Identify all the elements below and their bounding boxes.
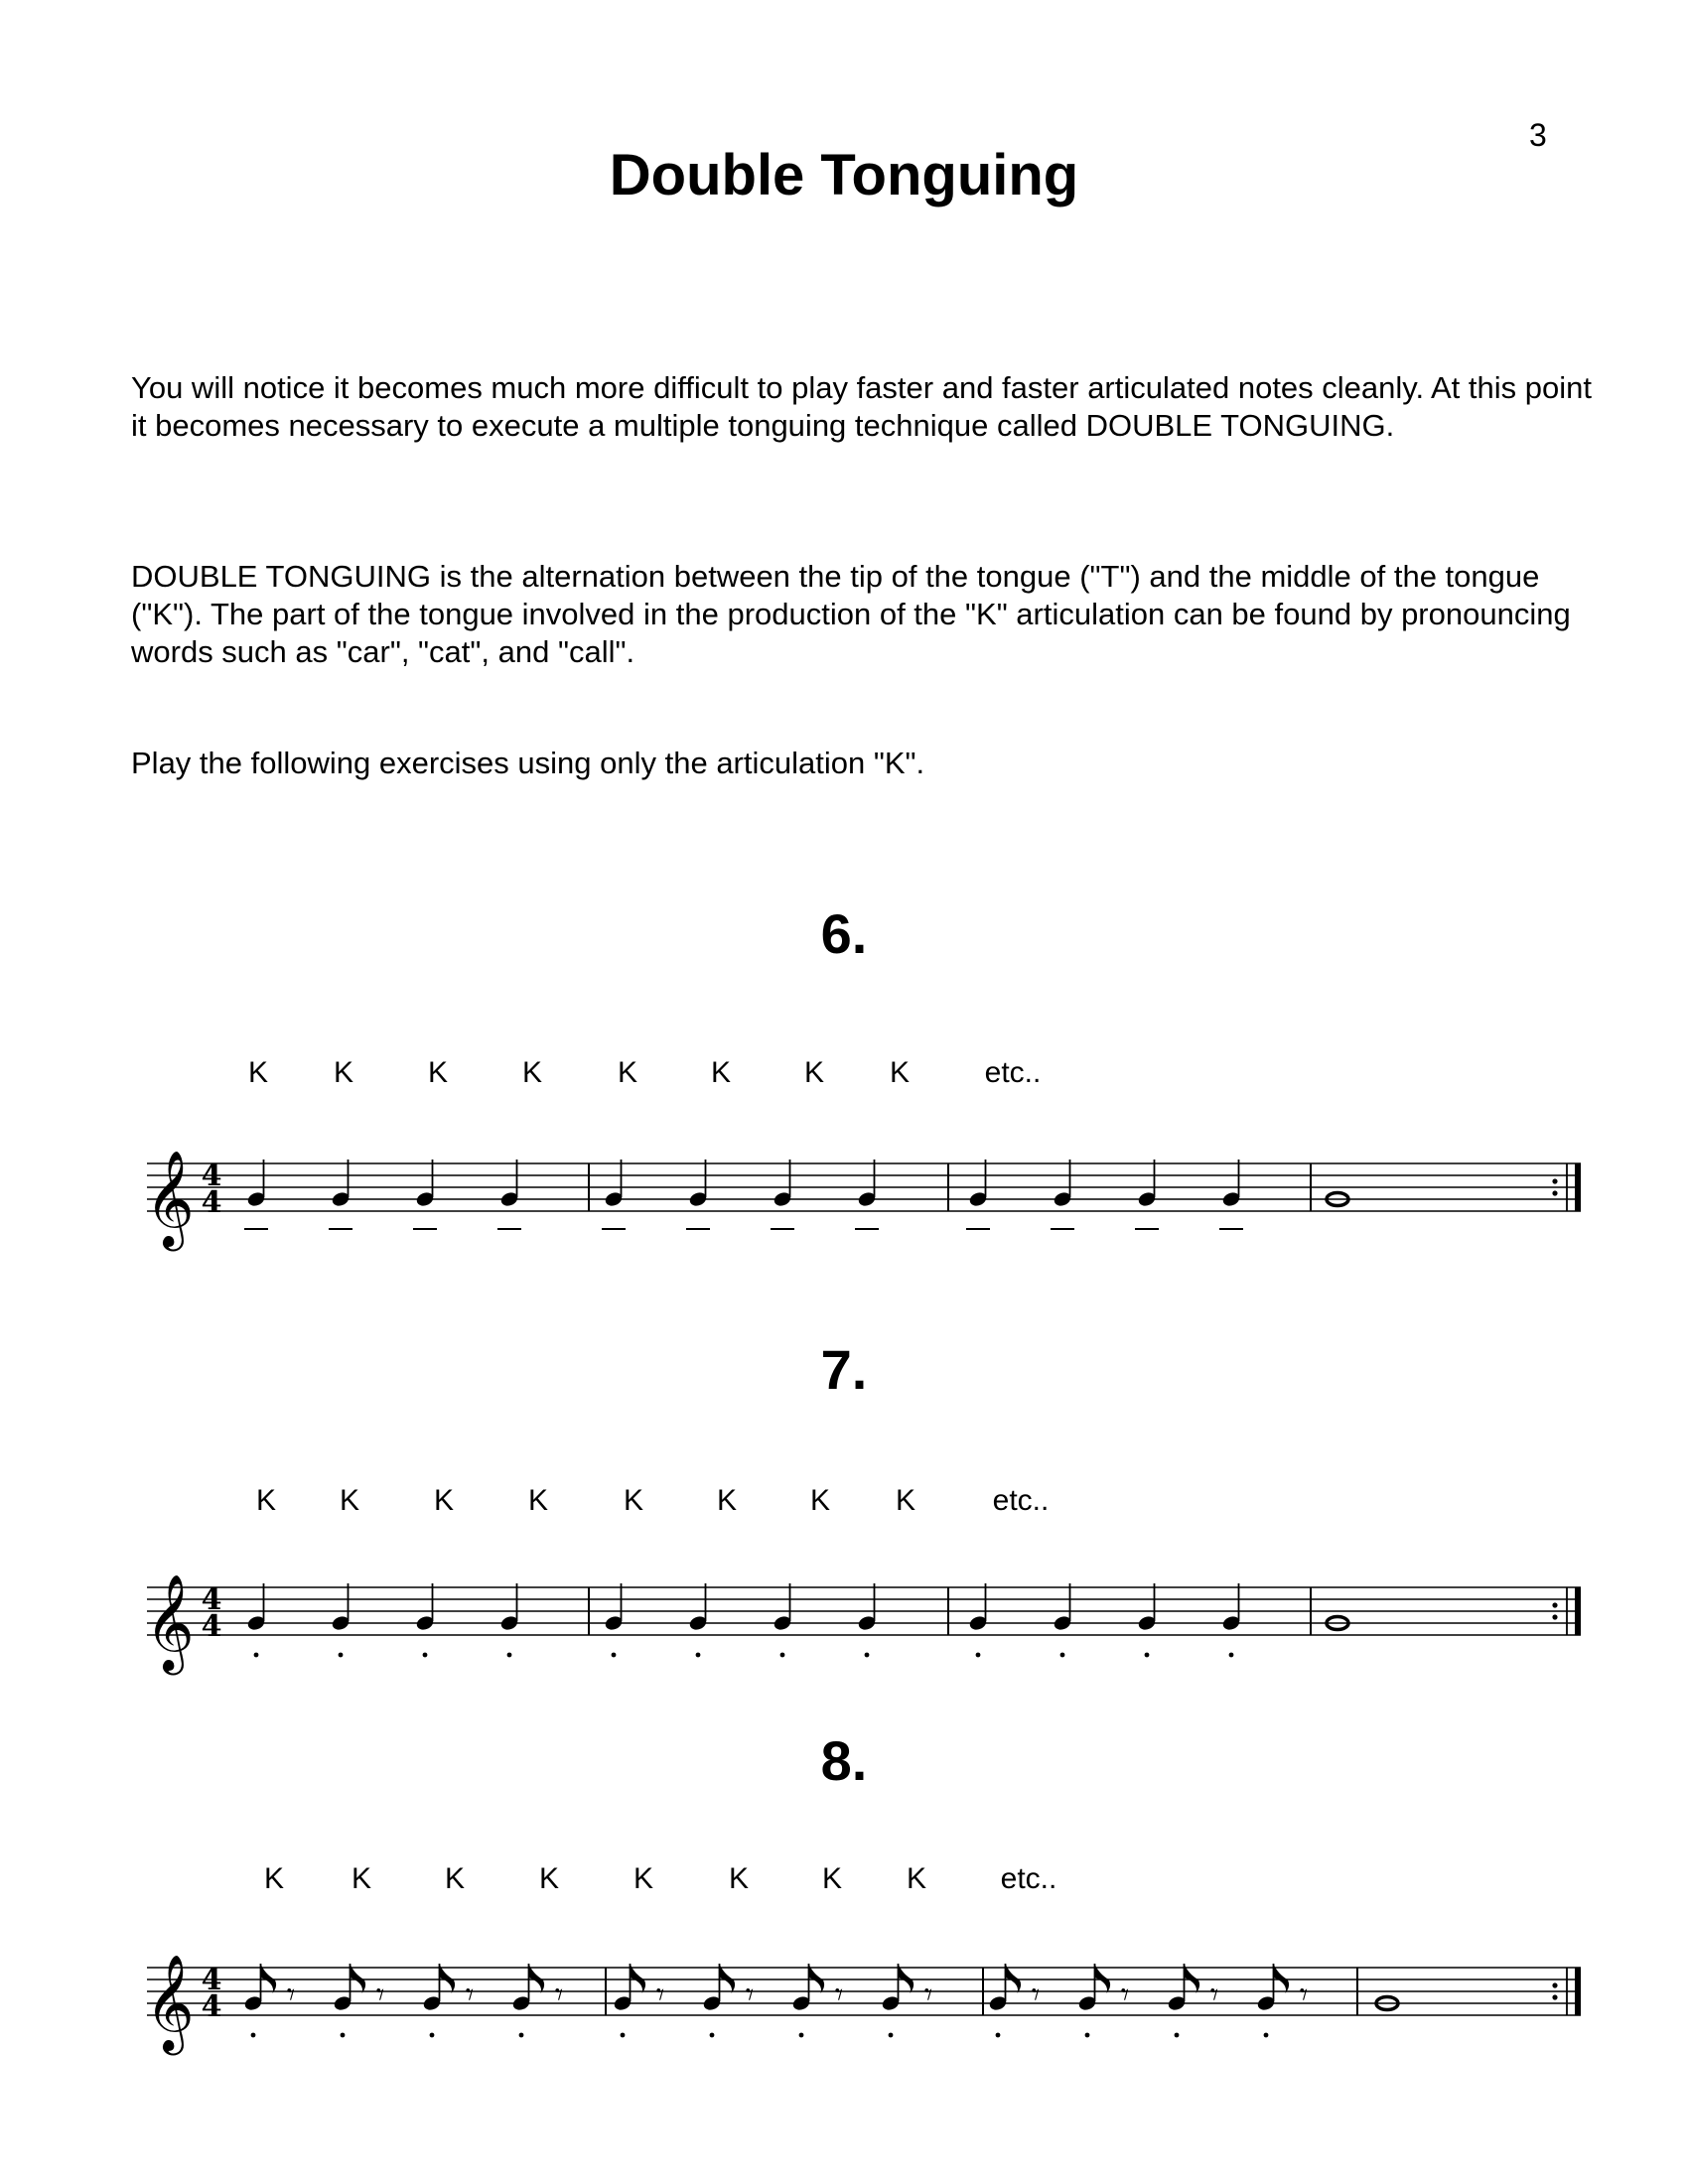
exercise-6-repeat-dot (1552, 1178, 1557, 1183)
exercise-6 (0, 1042, 1688, 1271)
exercise-8-eighth-rest: 𝄾 (745, 1976, 755, 2013)
exercise-8-staccato-dot (710, 2033, 715, 2038)
exercise-6-time-sig-bottom: 4 (201, 1185, 222, 1220)
exercise-8-staccato-dot (996, 2033, 1001, 2038)
exercise-8-staccato-dot (889, 2033, 894, 2038)
exercise-8-eighth-rest: 𝄾 (834, 1976, 844, 2013)
exercise-7-staccato-dot (1145, 1653, 1150, 1658)
exercise-6-syllable: K (889, 1056, 911, 1089)
exercise-6-time-sig-top: 4 (201, 1159, 222, 1193)
exercise-8-syllable: K (821, 1862, 843, 1895)
exercise-7-staccato-dot (780, 1653, 785, 1658)
exercise-6-syllable: K (710, 1056, 732, 1089)
exercise-8-staff (0, 1846, 1688, 2075)
exercise-7-final-thick-bar (1575, 1587, 1581, 1635)
exercise-7-time-sig-top: 4 (201, 1582, 222, 1617)
exercise-6-repeat-dot (1552, 1190, 1557, 1195)
exercise-8-time-sig-top: 4 (201, 1963, 222, 1997)
exercise-8-eighth-rest: 𝄾 (1120, 1976, 1130, 2013)
exercise-7-syllable: K (255, 1484, 277, 1517)
exercise-8-syllable: K (351, 1862, 372, 1895)
exercise-8-syllable: K (728, 1862, 750, 1895)
exercise-8-repeat-dot (1552, 1994, 1557, 1999)
exercise-7-repeat-dot (1552, 1614, 1557, 1619)
exercise-6-syllable: K (333, 1056, 354, 1089)
exercise-8-treble-clef: 𝄞 (145, 1954, 195, 2051)
exercise-7-staccato-dot (339, 1653, 344, 1658)
exercise-7-etc-text: etc.. (992, 1484, 1050, 1517)
exercise-8-eighth-rest: 𝄾 (554, 1976, 564, 2013)
exercise-7-staccato-dot (696, 1653, 701, 1658)
exercise-8-syllable: K (538, 1862, 560, 1895)
exercise-6-syllable: K (247, 1056, 269, 1089)
exercise-8-syllable: K (633, 1862, 654, 1895)
exercise-6-syllable: K (521, 1056, 543, 1089)
exercise-6-staff (0, 1042, 1688, 1271)
exercise-8-syllable: K (906, 1862, 927, 1895)
exercise-8-staccato-dot (799, 2033, 804, 2038)
exercise-8-eighth-rest: 𝄾 (375, 1976, 385, 2013)
exercise-8-staccato-dot (430, 2033, 435, 2038)
exercise-8-staccato-dot (621, 2033, 626, 2038)
exercise-8-eighth-rest: 𝄾 (923, 1976, 933, 2013)
exercise-7-syllable: K (895, 1484, 916, 1517)
exercise-6-syllable: K (617, 1056, 638, 1089)
exercise-8-final-thick-bar (1575, 1968, 1581, 2015)
exercise-8-eighth-rest: 𝄾 (465, 1976, 475, 2013)
exercise-6-final-thick-bar (1575, 1163, 1581, 1211)
exercise-7-staccato-dot (976, 1653, 981, 1658)
exercise-8-staccato-dot (519, 2033, 524, 2038)
exercise-8-staccato-dot (1085, 2033, 1090, 2038)
exercise-8-staccato-dot (251, 2033, 256, 2038)
exercise-8-eighth-rest: 𝄾 (1209, 1976, 1219, 2013)
exercise-6-syllable: K (803, 1056, 825, 1089)
exercise-8-syllable: K (444, 1862, 466, 1895)
exercise-7-repeat-dot (1552, 1602, 1557, 1607)
intro-paragraph: You will notice it becomes much more difficult to play faster and faster articulated notes cleanly. At this point it becomes necessary to execute a multiple tonguing technique called DOUBLE TONGUING. (131, 370, 1592, 443)
exercise-7-staccato-dot (865, 1653, 870, 1658)
exercise-8-time-sig-bottom: 4 (201, 1989, 222, 2024)
exercise-8-repeat-dot (1552, 1982, 1557, 1987)
exercise-8-syllable: K (263, 1862, 285, 1895)
exercise-6-etc-text: etc.. (984, 1056, 1042, 1089)
exercise-7-syllable: K (433, 1484, 455, 1517)
exercise-6-number: 6. (820, 902, 868, 965)
exercise-7-syllable: K (809, 1484, 831, 1517)
exercise-8-eighth-rest: 𝄾 (1031, 1976, 1041, 2013)
exercise-7-staccato-dot (423, 1653, 428, 1658)
exercise-8-eighth-rest: 𝄾 (1299, 1976, 1309, 2013)
exercise-8-eighth-rest: 𝄾 (286, 1976, 296, 2013)
exercise-7-syllable: K (527, 1484, 549, 1517)
exercise-7-treble-clef: 𝄞 (145, 1573, 195, 1671)
exercise-8-number: 8. (820, 1729, 868, 1792)
exercise-7-syllable: K (716, 1484, 738, 1517)
instruction-paragraph: Play the following exercises using only the articulation "K". (131, 746, 925, 780)
exercise-7-staccato-dot (507, 1653, 512, 1658)
exercise-7 (0, 1466, 1688, 1695)
exercise-8 (0, 1846, 1688, 2075)
exercise-7-syllable: K (339, 1484, 360, 1517)
exercise-8-etc-text: etc.. (1000, 1862, 1057, 1895)
page-number: 3 (1529, 117, 1547, 153)
exercise-8-eighth-rest: 𝄾 (655, 1976, 665, 2013)
exercise-7-time-sig-bottom: 4 (201, 1609, 222, 1644)
page-title: Double Tonguing (609, 143, 1079, 207)
exercise-7-staff (0, 1466, 1688, 1695)
exercise-7-staccato-dot (1229, 1653, 1234, 1658)
exercise-8-staccato-dot (1175, 2033, 1180, 2038)
exercise-7-number: 7. (820, 1338, 868, 1401)
exercise-7-syllable: K (623, 1484, 644, 1517)
exercise-8-staccato-dot (341, 2033, 346, 2038)
exercise-7-staccato-dot (612, 1653, 617, 1658)
exercise-6-treble-clef: 𝄞 (145, 1150, 195, 1247)
definition-paragraph: DOUBLE TONGUING is the alternation between the tip of the tongue ("T") and the middle of the tongue ("K"). The part of the tongue involved in the production of the "K" articulation can be found by pronouncing words such as "car", "cat", and "call". (131, 559, 1571, 669)
exercise-6-syllable: K (427, 1056, 449, 1089)
exercise-7-staccato-dot (1060, 1653, 1065, 1658)
exercise-7-staccato-dot (254, 1653, 259, 1658)
exercise-8-staccato-dot (1264, 2033, 1269, 2038)
